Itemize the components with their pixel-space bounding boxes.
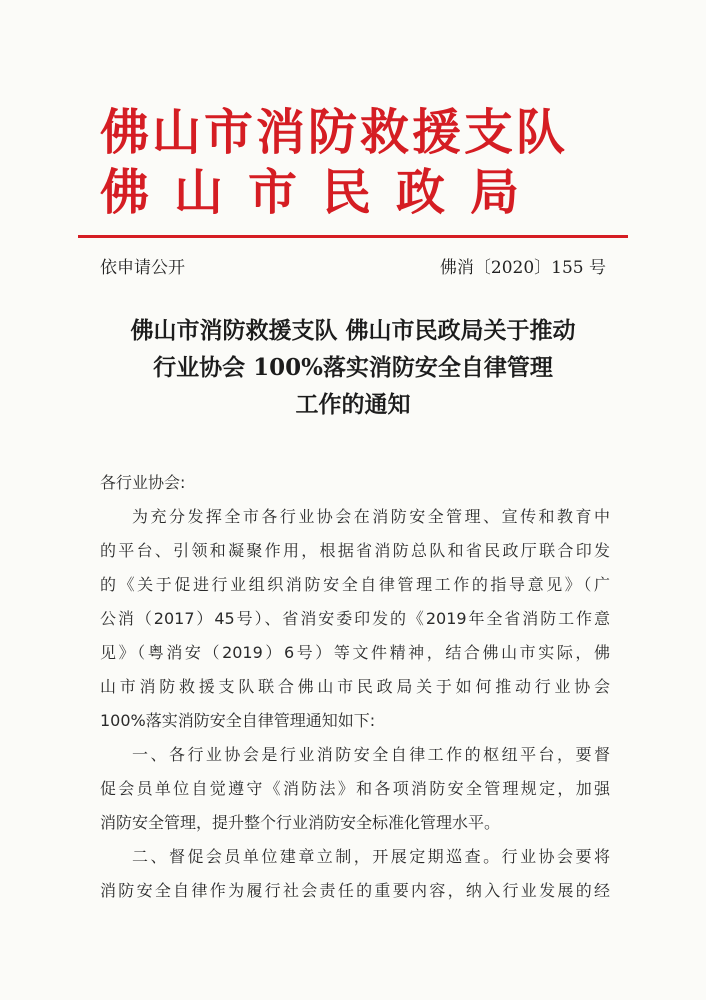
body-line: 为充分发挥全市各行业协会在消防安全管理、宣传和教育中 <box>132 507 610 526</box>
body-line: 100%落实消防安全自律管理通知如下: <box>100 711 376 730</box>
document-meta <box>100 253 606 279</box>
document-number: 佛消〔2020〕155 号 <box>439 258 606 278</box>
body-line: 的《关于促进行业组织消防安全自律管理工作的指导意见》（广 <box>100 575 610 594</box>
document-title <box>80 312 626 423</box>
document-body <box>100 466 610 908</box>
salutation: 各行业协会: <box>100 473 186 492</box>
red-header-rule <box>78 235 628 238</box>
issuing-org-line-1: 佛山市消防救援支队 <box>100 103 569 161</box>
body-line: 的平台、引领和凝聚作用，根据省消防总队和省民政厅联合印发 <box>100 541 610 560</box>
body-line: 二、督促会员单位建章立制，开展定期巡查。行业协会要将 <box>132 847 610 866</box>
title-line-1: 佛山市消防救援支队 佛山市民政局关于推动 <box>130 317 576 344</box>
title-line-3: 工作的通知 <box>295 391 411 418</box>
body-line: 公消（2017）45号）、省消安委印发的《2019年全省消防工作意 <box>100 609 610 628</box>
body-line: 消防安全自律作为履行社会责任的重要内容，纳入行业发展的经 <box>100 881 610 900</box>
body-line: 山市消防救援支队联合佛山市民政局关于如何推动行业协会 <box>100 677 610 696</box>
body-line: 促会员单位自觉遵守《消防法》和各项消防安全管理规定，加强 <box>100 779 610 798</box>
body-line: 消防安全管理，提升整个行业消防安全标准化管理水平。 <box>100 813 501 832</box>
body-line: 见》（粤消安（2019）6号）等文件精神，结合佛山市实际，佛 <box>100 643 610 662</box>
issuing-org-line-2: 佛山市民政局 <box>100 163 545 221</box>
body-line: 一、各行业协会是行业消防安全自律工作的枢纽平台，要督 <box>132 745 610 764</box>
disclosure-label: 依申请公开 <box>100 258 185 278</box>
title-line-2: 行业协会 100%落实消防安全自律管理 <box>153 354 553 381</box>
